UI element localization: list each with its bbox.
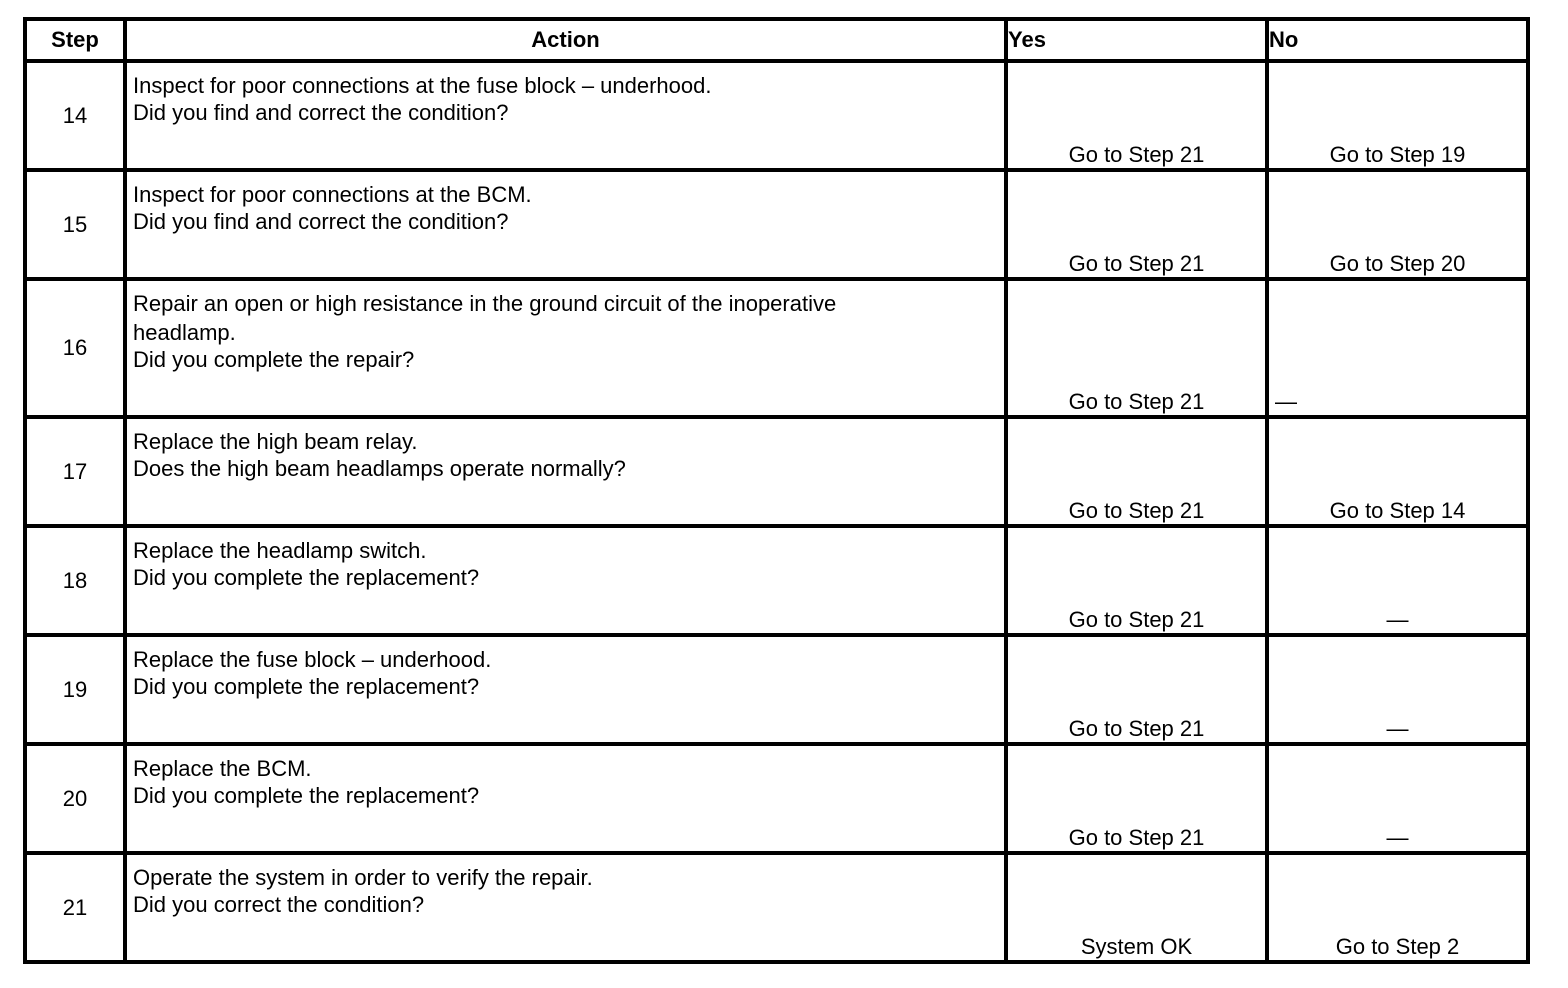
yes-result: Go to Step 21 <box>1006 170 1267 279</box>
no-result: — <box>1267 635 1528 744</box>
header-yes: Yes <box>1006 19 1267 61</box>
step-number: 14 <box>25 61 125 170</box>
action-cell <box>125 853 1006 962</box>
action-instruction: Inspect for poor connections at the BCM. <box>133 182 532 207</box>
action-cell <box>125 170 1006 279</box>
table-row <box>25 279 1528 417</box>
action-instruction: Replace the BCM. <box>133 756 312 781</box>
action-question: Did you find and correct the condition? <box>133 100 509 125</box>
no-result: Go to Step 2 <box>1267 853 1528 962</box>
yes-result: Go to Step 21 <box>1006 526 1267 635</box>
yes-result: Go to Step 21 <box>1006 61 1267 170</box>
step-number: 21 <box>25 853 125 962</box>
action-cell <box>125 61 1006 170</box>
action-cell <box>125 744 1006 853</box>
table-row <box>25 744 1528 853</box>
diagnostic-table <box>23 17 1530 964</box>
table-row <box>25 170 1528 279</box>
action-question: Did you complete the repair? <box>133 347 415 372</box>
action-cell <box>125 635 1006 744</box>
yes-result: Go to Step 21 <box>1006 635 1267 744</box>
table-row <box>25 853 1528 962</box>
header-row <box>25 19 1528 61</box>
action-instruction: Replace the high beam relay. <box>133 429 418 454</box>
step-number: 17 <box>25 417 125 526</box>
action-instruction: Replace the headlamp switch. <box>133 538 427 563</box>
action-question: Did you complete the replacement? <box>133 783 480 808</box>
action-cell <box>125 279 1006 417</box>
no-result: Go to Step 19 <box>1267 61 1528 170</box>
yes-result: Go to Step 21 <box>1006 744 1267 853</box>
no-result: — <box>1267 744 1528 853</box>
yes-result: Go to Step 21 <box>1006 279 1267 417</box>
action-instruction: Repair an open or high resistance in the ground circuit of the inoperative headlamp. <box>133 291 837 345</box>
no-result: Go to Step 20 <box>1267 170 1528 279</box>
yes-result: Go to Step 21 <box>1006 417 1267 526</box>
no-result: — <box>1267 526 1528 635</box>
action-instruction: Operate the system in order to verify the repair. <box>133 865 593 890</box>
action-question: Did you correct the condition? <box>133 892 425 917</box>
step-number: 15 <box>25 170 125 279</box>
header-no: No <box>1267 19 1528 61</box>
step-number: 20 <box>25 744 125 853</box>
action-instruction: Replace the fuse block – underhood. <box>133 647 492 672</box>
table-row <box>25 526 1528 635</box>
yes-result: System OK <box>1006 853 1267 962</box>
table-row <box>25 417 1528 526</box>
action-cell <box>125 417 1006 526</box>
no-result: Go to Step 14 <box>1267 417 1528 526</box>
step-number: 19 <box>25 635 125 744</box>
action-cell <box>125 526 1006 635</box>
no-result: — <box>1267 279 1528 417</box>
header-action: Action <box>125 19 1006 61</box>
header-step: Step <box>25 19 125 61</box>
action-instruction: Inspect for poor connections at the fuse block – underhood. <box>133 73 712 98</box>
action-question: Did you complete the replacement? <box>133 674 480 699</box>
step-number: 18 <box>25 526 125 635</box>
action-question: Did you complete the replacement? <box>133 565 480 590</box>
action-question: Does the high beam headlamps operate normally? <box>133 456 626 481</box>
action-question: Did you find and correct the condition? <box>133 209 509 234</box>
step-number: 16 <box>25 279 125 417</box>
table-row <box>25 61 1528 170</box>
table-row <box>25 635 1528 744</box>
